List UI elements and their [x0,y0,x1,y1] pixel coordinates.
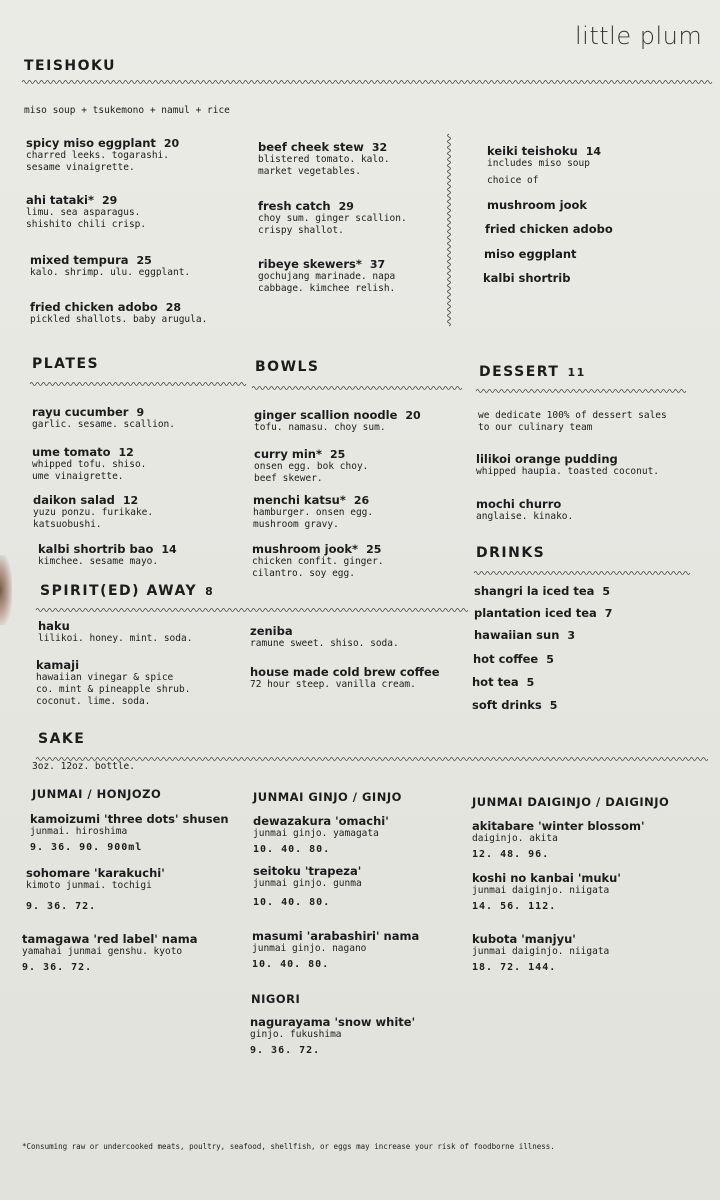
drink-shangri-la-iced-tea: shangri la iced tea 5 [474,584,611,598]
menu-item-lilikoi-orange-pudding: lilikoi orange pudding whipped haupia. toasted coconut. [476,452,660,477]
drink-hawaiian-sun: hawaiian sun 3 [474,628,576,642]
plates-title: PLATES [32,356,100,372]
menu-item-fresh-catch: fresh catch 29 choy sum. ginger scallion. crispy shallot. [258,199,407,236]
sake-title: SAKE [38,731,86,747]
sake-item-tamagawa: tamagawa 'red label' nama yamahai junmai genshu. kyoto 9. 36. 72. [22,932,198,973]
sake-item-dewazakura: dewazakura 'omachi' junmai ginjo. yamagata 10. 40. 80. [253,814,389,855]
sake-divider [36,753,706,765]
teishoku-subtitle: miso soup + tsukemono + namul + rice [24,105,230,116]
sake-item-kubota: kubota 'manjyu' junmai daiginjo. niigata 18. 72. 144. [472,932,610,973]
menu-item-ahi-tataki: ahi tataki* 29 limu. sea asparagus. shishito chili crisp. [26,193,147,230]
drink-plantation-iced-tea: plantation iced tea 7 [474,606,613,620]
menu-item-fried-chicken-adobo: fried chicken adobo 28 pickled shallots. baby arugula. [30,300,208,325]
keiki-choice-kalbi-shortrib: kalbi shortrib [483,271,571,285]
menu-item-menchi-katsu: menchi katsu* 26 hamburger. onsen egg. mushroom gravy. [253,493,374,530]
menu-item-zeniba: zeniba ramune sweet. shiso. soda. [250,624,399,649]
sake-heading-junmai-honjozo: JUNMAI / HONJOZO [32,787,162,801]
sake-item-koshi-no-kanbai: koshi no kanbai 'muku' junmai daiginjo. niigata 14. 56. 112. [472,871,621,912]
menu-item-daikon-salad: daikon salad 12 yuzu ponzu. furikake. katsuobushi. [33,493,154,530]
menu-item-ginger-scallion-noodle: ginger scallion noodle 20 tofu. namasu. choy sum. [254,408,421,433]
drinks-title: DRINKS [476,545,546,561]
drinks-divider [474,567,686,579]
menu-item-kamaji: kamaji hawaiian vinegar & spice co. mint & pineapple shrub. coconut. lime. soda. [36,658,191,707]
restaurant-logo: little plum [575,22,703,50]
keiki-choice-miso-eggplant: miso eggplant [484,247,577,261]
dessert-title: DESSERT 11 [479,364,586,380]
plates-divider [30,378,245,390]
keiki-choice-fried-chicken-adobo: fried chicken adobo [485,222,613,236]
menu-item-mochi-churro: mochi churro anglaise. kinako. [476,497,574,522]
drink-hot-tea: hot tea 5 [472,675,535,689]
bowls-divider [252,382,462,394]
drink-hot-coffee: hot coffee 5 [473,652,554,666]
sake-item-seitoku: seitoku 'trapeza' junmai ginjo. gunma 10. 40. 80. [253,864,362,908]
sake-heading-junmai-ginjo: JUNMAI GINJO / GINJO [253,790,402,804]
spirited-away-divider [36,604,464,616]
menu-item-kalbi-shortrib-bao: kalbi shortrib bao 14 kimchee. sesame mayo. [38,542,177,567]
keiki-choice-mushroom-jook: mushroom jook [487,198,588,212]
sake-item-nagurayama: nagurayama 'snow white' ginjo. fukushima 9. 36. 72. [250,1015,416,1056]
bowls-title: BOWLS [255,359,320,375]
menu-item-cold-brew-coffee: house made cold brew coffee 72 hour steep. vanilla cream. [250,665,440,690]
menu-item-ribeye-skewers: ribeye skewers* 37 gochujang marinade. napa cabbage. kimchee relish. [258,257,396,294]
menu-item-ume-tomato: ume tomato 12 whipped tofu. shiso. ume vinaigrette. [32,445,147,482]
menu-item-mushroom-jook: mushroom jook* 25 chicken confit. ginger. cilantro. soy egg. [252,542,384,579]
spirited-away-title: SPIRIT(ED) AWAY 8 [40,583,215,599]
sake-item-sohomare: sohomare 'karakuchi' kimoto junmai. tochigi 9. 36. 72. [26,866,165,912]
sake-subtitle: 3oz. 12oz. bottle. [32,761,135,772]
dessert-note: we dedicate 100% of dessert sales to our culinary team [478,410,667,433]
footnote: *Consuming raw or undercooked meats, poultry, seafood, shellfish, or eggs may increase your risk of foodborne illness. [22,1142,555,1151]
menu-item-spicy-miso-eggplant: spicy miso eggplant 20 charred leeks. togarashi. sesame vinaigrette. [26,136,180,173]
sake-heading-junmai-daiginjo: JUNMAI DAIGINJO / DAIGINJO [472,795,670,809]
menu-item-haku: haku lilikoi. honey. mint. soda. [38,619,193,644]
page-edge-shadow [0,555,12,625]
menu-item-curry-min: curry min* 25 onsen egg. bok choy. beef skewer. [254,447,369,484]
sake-item-kamoizumi: kamoizumi 'three dots' shusen junmai. hiroshima 9. 36. 90. 900ml [30,812,229,853]
dessert-divider [476,385,686,397]
keiki-vertical-divider [444,134,454,324]
menu-item-beef-cheek-stew: beef cheek stew 32 blistered tomato. kalo. market vegetables. [258,140,390,177]
teishoku-divider [22,76,712,88]
drink-soft-drinks: soft drinks 5 [472,698,558,712]
menu-item-rayu-cucumber: rayu cucumber 9 garlic. sesame. scallion. [32,405,175,430]
sake-item-akitabare: akitabare 'winter blossom' daiginjo. akita 12. 48. 96. [472,819,645,860]
menu-item-keiki-teishoku: keiki teishoku 14 includes miso soup choice of [487,144,601,186]
sake-item-masumi: masumi 'arabashiri' nama junmai ginjo. nagano 10. 40. 80. [252,929,420,970]
sake-heading-nigori: NIGORI [251,992,301,1006]
teishoku-title: TEISHOKU [24,58,116,74]
menu-item-mixed-tempura: mixed tempura 25 kalo. shrimp. ulu. eggplant. [30,253,191,278]
